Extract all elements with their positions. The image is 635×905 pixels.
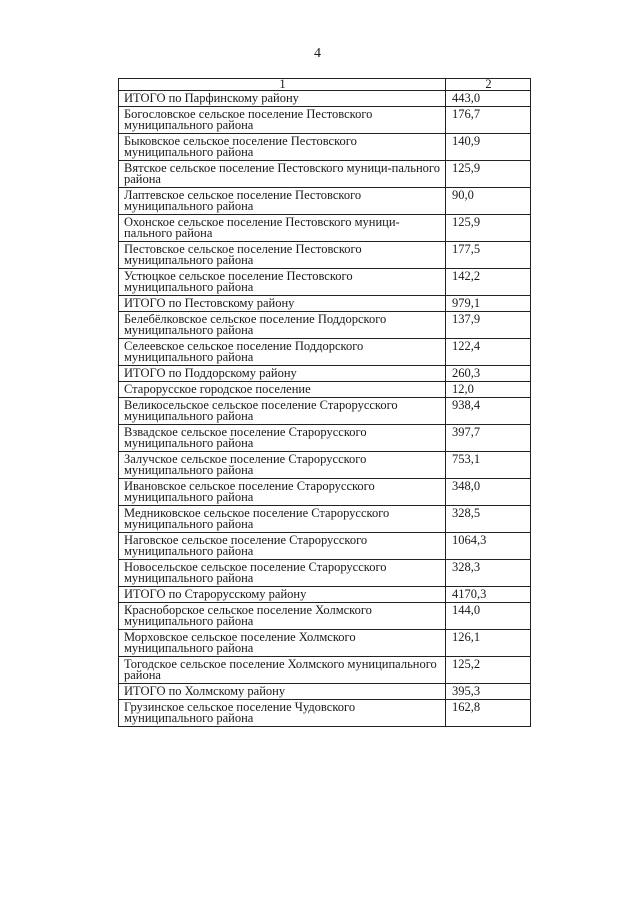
- settlement-name-cell: Великосельское сельское поселение Старорусского муниципального района: [119, 398, 446, 425]
- table-row: [119, 700, 531, 727]
- value-cell: 753,1: [446, 452, 531, 479]
- table-row: [119, 312, 531, 339]
- settlement-name-cell: Быковское сельское поселение Пестовского муниципального района: [119, 134, 446, 161]
- table-row: [119, 296, 531, 312]
- table-row: [119, 91, 531, 107]
- table-row: [119, 657, 531, 684]
- table-row: [119, 587, 531, 603]
- table-row: [119, 479, 531, 506]
- value-cell: 4170,3: [446, 587, 531, 603]
- settlement-name-cell: Залучское сельское поселение Старорусского муниципального района: [119, 452, 446, 479]
- table-row: [119, 215, 531, 242]
- table-row: [119, 269, 531, 296]
- value-cell: 125,9: [446, 161, 531, 188]
- value-cell: 125,2: [446, 657, 531, 684]
- value-cell: 979,1: [446, 296, 531, 312]
- table-row: [119, 506, 531, 533]
- table-row: [119, 134, 531, 161]
- value-cell: 137,9: [446, 312, 531, 339]
- settlement-name-cell: Вятское сельское поселение Пестовского муници-пального района: [119, 161, 446, 188]
- value-cell: 938,4: [446, 398, 531, 425]
- value-cell: 126,1: [446, 630, 531, 657]
- table-row: [119, 398, 531, 425]
- header-row: [119, 79, 531, 91]
- table-body: [119, 91, 531, 727]
- value-cell: 12,0: [446, 382, 531, 398]
- settlement-name-cell: ИТОГО по Поддорскому району: [119, 366, 446, 382]
- table-row: [119, 560, 531, 587]
- table-row: [119, 242, 531, 269]
- settlement-name-cell: Морховское сельское поселение Холмского муниципального района: [119, 630, 446, 657]
- value-cell: 125,9: [446, 215, 531, 242]
- value-cell: 142,2: [446, 269, 531, 296]
- value-cell: 395,3: [446, 684, 531, 700]
- page-number: 4: [314, 46, 321, 61]
- settlement-name-cell: Взвадское сельское поселение Старорусского муниципального района: [119, 425, 446, 452]
- value-cell: 397,7: [446, 425, 531, 452]
- value-cell: 260,3: [446, 366, 531, 382]
- table-row: [119, 107, 531, 134]
- value-cell: 443,0: [446, 91, 531, 107]
- settlement-name-cell: Тогодское сельское поселение Холмского муниципального района: [119, 657, 446, 684]
- settlement-name-cell: Грузинское сельское поселение Чудовского муниципального района: [119, 700, 446, 727]
- value-cell: 328,3: [446, 560, 531, 587]
- settlement-name-cell: Красноборское сельское поселение Холмского муниципального района: [119, 603, 446, 630]
- settlement-name-cell: Белебёлковское сельское поселение Поддорского муниципального района: [119, 312, 446, 339]
- settlement-name-cell: Лаптевское сельское поселение Пестовского муниципального района: [119, 188, 446, 215]
- table-row: [119, 188, 531, 215]
- value-cell: 348,0: [446, 479, 531, 506]
- settlement-name-cell: ИТОГО по Холмскому району: [119, 684, 446, 700]
- table-row: [119, 366, 531, 382]
- data-table: [118, 78, 531, 727]
- table-row: [119, 684, 531, 700]
- settlement-name-cell: Ивановское сельское поселение Старорусского муниципального района: [119, 479, 446, 506]
- value-cell: 176,7: [446, 107, 531, 134]
- value-cell: 328,5: [446, 506, 531, 533]
- settlement-name-cell: Пестовское сельское поселение Пестовского муниципального района: [119, 242, 446, 269]
- settlement-name-cell: Наговское сельское поселение Старорусского муниципального района: [119, 533, 446, 560]
- value-cell: 1064,3: [446, 533, 531, 560]
- value-cell: 177,5: [446, 242, 531, 269]
- value-cell: 122,4: [446, 339, 531, 366]
- settlement-name-cell: ИТОГО по Пестовскому району: [119, 296, 446, 312]
- table-row: [119, 161, 531, 188]
- column-header-2: 2: [446, 79, 531, 91]
- settlement-name-cell: Селеевское сельское поселение Поддорского муниципального района: [119, 339, 446, 366]
- value-cell: 90,0: [446, 188, 531, 215]
- settlement-name-cell: ИТОГО по Парфинскому району: [119, 91, 446, 107]
- value-cell: 140,9: [446, 134, 531, 161]
- settlement-name-cell: Новосельское сельское поселение Старорусского муниципального района: [119, 560, 446, 587]
- settlement-name-cell: ИТОГО по Старорусскому району: [119, 587, 446, 603]
- table-row: [119, 452, 531, 479]
- value-cell: 144,0: [446, 603, 531, 630]
- table-row: [119, 382, 531, 398]
- settlement-name-cell: Богословское сельское поселение Пестовского муниципального района: [119, 107, 446, 134]
- table-row: [119, 425, 531, 452]
- table-row: [119, 533, 531, 560]
- settlement-name-cell: Охонское сельское поселение Пестовского муници-пального района: [119, 215, 446, 242]
- settlement-name-cell: Старорусское городское поселение: [119, 382, 446, 398]
- table-row: [119, 339, 531, 366]
- table-row: [119, 630, 531, 657]
- value-cell: 162,8: [446, 700, 531, 727]
- column-header-1: 1: [119, 79, 446, 91]
- table-row: [119, 603, 531, 630]
- settlement-name-cell: Медниковское сельское поселение Старорусского муниципального района: [119, 506, 446, 533]
- settlement-name-cell: Устюцкое сельское поселение Пестовского муниципального района: [119, 269, 446, 296]
